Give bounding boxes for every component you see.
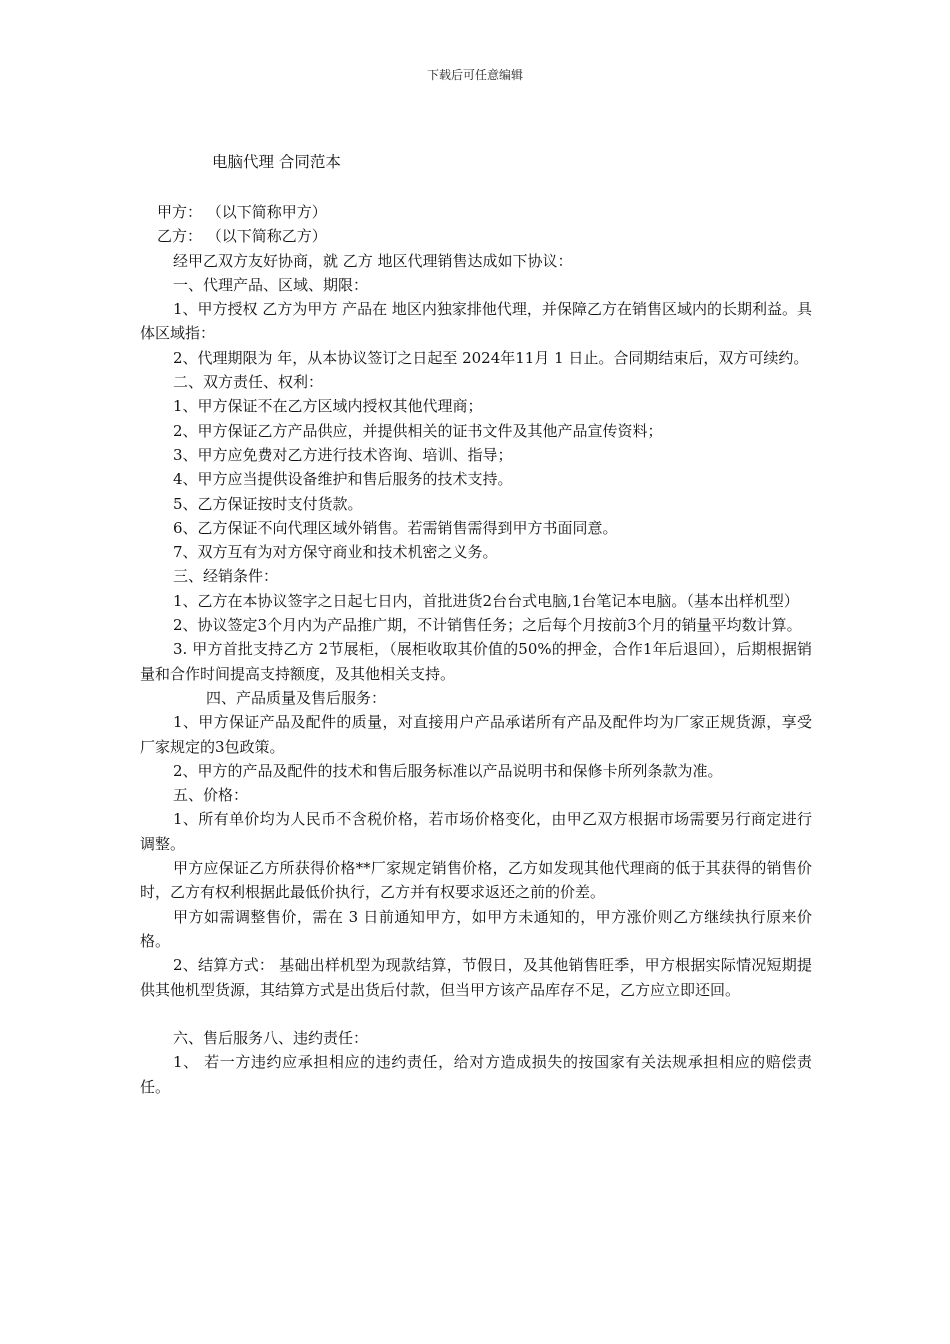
blank-line bbox=[140, 1002, 812, 1026]
section-heading-6: 六、售后服务八、违约责任： bbox=[173, 1029, 369, 1048]
clause-4-2: 2、甲方的产品及配件的技术和售后服务标准以产品说明书和保修卡所列条款为准。 bbox=[173, 761, 723, 780]
clause-6-1: 1、 若一方违约应承担相应的违约责任，给对方造成损失的按国家有关法规承担相应的赔偿责任。 bbox=[140, 1053, 812, 1096]
section-heading-3: 三、经销条件： bbox=[173, 567, 279, 586]
clause-2-7: 7、双方互有为对方保守商业和技术机密之义务。 bbox=[173, 543, 498, 562]
section-heading-1: 一、代理产品、区域、期限： bbox=[173, 275, 369, 294]
header-note: 下载后可任意编辑 bbox=[426, 68, 523, 82]
clause-2-4: 4、甲方应当提供设备维护和售后服务的技术支持。 bbox=[173, 470, 513, 489]
section-heading-2: 二、双方责任、权利： bbox=[173, 373, 324, 392]
clause-2-1: 1、甲方保证不在乙方区域内授权其他代理商； bbox=[173, 397, 483, 416]
clause-4-1: 1、甲方保证产品及配件的质量，对直接用户产品承诺所有产品及配件均为厂家正规货源，享受厂家规定的3包政策。 bbox=[140, 713, 812, 756]
document-title: 电脑代理 合同范本 bbox=[212, 153, 341, 171]
clause-5-2: 2、结算方式： 基础出样机型为现款结算，节假日，及其他销售旺季，甲方根据实际情况短期提供其他机型货源，其结算方式是出货后付款，但当甲方该产品库存不足，乙方应立即还回。 bbox=[140, 956, 812, 999]
document-body bbox=[140, 200, 812, 1099]
clause-2-5: 5、乙方保证按时支付货款。 bbox=[173, 494, 363, 513]
clause-3-1: 1、乙方在本协议签字之日起七日内，首批进货2台台式电脑,1台笔记本电脑。（基本出样机型） bbox=[173, 591, 799, 610]
clause-3-3: 3. 甲方首批支持乙方 2节展柜，（展柜收取其价值的50%的押金，合作1年后退回），后期根据销量和合作时间提高支持额度，及其他相关支持。 bbox=[140, 640, 812, 683]
clause-3-2: 2、协议签定3个月内为产品推广期，不计销售任务；之后每个月按前3个月的销量平均数计算。 bbox=[173, 616, 802, 635]
section-heading-5: 五、价格： bbox=[173, 786, 249, 805]
clause-2-2: 2、甲方保证乙方产品供应，并提供相关的证书文件及其他产品宣传资料； bbox=[173, 421, 663, 440]
clause-5-1-a: 甲方应保证乙方所获得价格**厂家规定销售价格，乙方如发现其他代理商的低于其获得的销售价时，乙方有权利根据此最低价执行，乙方并有权要求返还之前的价差。 bbox=[140, 859, 812, 902]
clause-2-3: 3、甲方应免费对乙方进行技术咨询、培训、指导； bbox=[173, 445, 513, 464]
clause-5-1: 1、所有单价均为人民币不含税价格，若市场价格变化，由甲乙双方根据市场需要另行商定进行调整。 bbox=[140, 810, 812, 853]
section-heading-4: 四、产品质量及售后服务： bbox=[206, 688, 387, 707]
clause-1-2: 2、代理期限为 年，从本协议签订之日起至 2024年11月 1 日止。合同期结束后，双方可续约。 bbox=[173, 348, 809, 367]
party-a-line: 甲方： （以下简称甲方） bbox=[157, 203, 327, 221]
clause-2-6: 6、乙方保证不向代理区域外销售。若需销售需得到甲方书面同意。 bbox=[173, 518, 618, 537]
clause-1-1: 1、甲方授权 乙方为甲方 产品在 地区内独家排他代理，并保障乙方在销售区域内的长期利益。具体区域指： bbox=[140, 300, 812, 343]
preamble: 经甲乙双方友好协商，就 乙方 地区代理销售达成如下协议： bbox=[173, 251, 573, 270]
clause-5-1-b: 甲方如需调整售价，需在 3 日前通知甲方，如甲方未通知的，甲方涨价则乙方继续执行原来价格。 bbox=[140, 907, 812, 950]
party-b-line: 乙方： （以下简称乙方） bbox=[157, 227, 327, 246]
